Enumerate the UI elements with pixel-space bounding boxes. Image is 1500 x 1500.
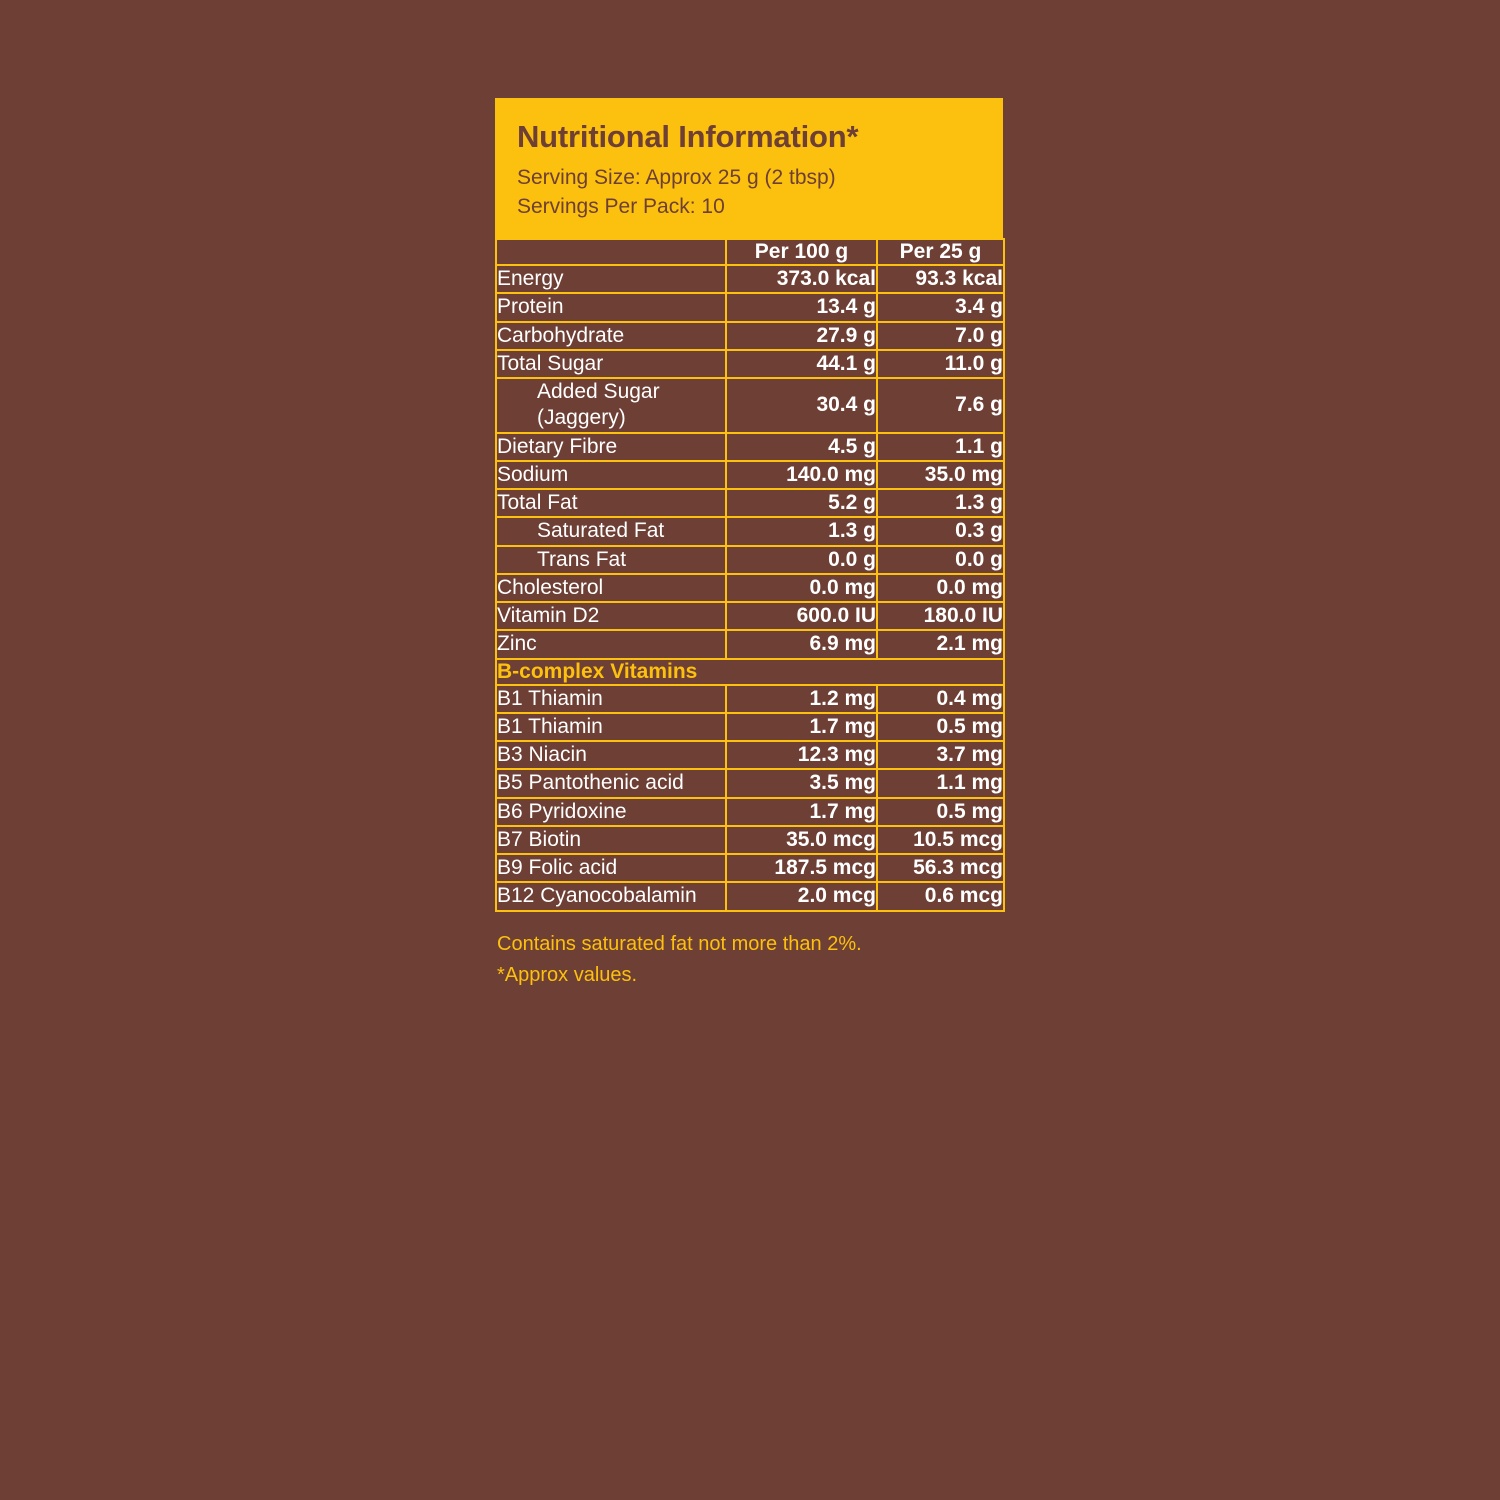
table-row — [496, 713, 1004, 741]
nutrition-table — [495, 238, 1005, 912]
nutrient-name-dietary-fibre: Dietary Fibre — [496, 433, 726, 461]
nutrient-name-zinc: Zinc — [496, 630, 726, 658]
value-per-25g: 0.0 mg — [877, 574, 1004, 602]
servings-per-pack-text: Servings Per Pack: 10 — [517, 195, 725, 219]
table-row — [496, 854, 1004, 882]
value-per-25g: 0.4 mg — [877, 685, 1004, 713]
value-per-25g: 0.3 g — [877, 517, 1004, 545]
value-per-100g: 30.4 g — [726, 378, 877, 433]
table-row — [496, 265, 1004, 293]
value-per-25g: 1.1 mg — [877, 769, 1004, 797]
nutrient-name-added-sugar-jaggery: Added Sugar (Jaggery) — [496, 378, 726, 433]
nutrient-name-b7-biotin: B7 Biotin — [496, 826, 726, 854]
value-per-25g: 56.3 mcg — [877, 854, 1004, 882]
value-per-100g: 0.0 mg — [726, 574, 877, 602]
table-row — [496, 433, 1004, 461]
nutrient-name-total-sugar: Total Sugar — [496, 350, 726, 378]
value-per-25g: 10.5 mcg — [877, 826, 1004, 854]
table-row — [496, 322, 1004, 350]
value-per-100g: 1.7 mg — [726, 798, 877, 826]
nutrient-name-b6-pyridoxine: B6 Pyridoxine — [496, 798, 726, 826]
value-per-25g: 0.5 mg — [877, 713, 1004, 741]
value-per-100g: 1.2 mg — [726, 685, 877, 713]
table-row — [496, 546, 1004, 574]
nutrient-name-carbohydrate: Carbohydrate — [496, 322, 726, 350]
table-row — [496, 769, 1004, 797]
table-row — [496, 574, 1004, 602]
table-row — [496, 630, 1004, 658]
section-header-row — [496, 659, 1004, 685]
value-per-100g: 4.5 g — [726, 433, 877, 461]
serving-size-text: Serving Size: Approx 25 g (2 tbsp) — [517, 166, 836, 190]
nutrition-header — [495, 98, 1003, 238]
table-row — [496, 685, 1004, 713]
nutrient-name-protein: Protein — [496, 293, 726, 321]
nutrient-name-b5-pantothenic-acid: B5 Pantothenic acid — [496, 769, 726, 797]
value-per-25g: 1.3 g — [877, 489, 1004, 517]
value-per-25g: 35.0 mg — [877, 461, 1004, 489]
nutrient-name-b3-niacin: B3 Niacin — [496, 741, 726, 769]
nutrient-name-total-fat: Total Fat — [496, 489, 726, 517]
table-row — [496, 798, 1004, 826]
value-per-100g: 44.1 g — [726, 350, 877, 378]
column-header-per-100g: Per 100 g — [726, 239, 877, 265]
value-per-25g: 7.0 g — [877, 322, 1004, 350]
table-row — [496, 602, 1004, 630]
value-per-25g: 0.5 mg — [877, 798, 1004, 826]
value-per-100g: 0.0 g — [726, 546, 877, 574]
table-row — [496, 461, 1004, 489]
value-per-100g: 27.9 g — [726, 322, 877, 350]
table-row — [496, 378, 1004, 433]
value-per-25g: 0.6 mcg — [877, 882, 1004, 910]
nutrient-name-saturated-fat: Saturated Fat — [496, 517, 726, 545]
table-row — [496, 350, 1004, 378]
nutrient-name-vitamin-d2: Vitamin D2 — [496, 602, 726, 630]
table-row — [496, 826, 1004, 854]
value-per-25g: 1.1 g — [877, 433, 1004, 461]
value-per-25g: 3.4 g — [877, 293, 1004, 321]
value-per-100g: 600.0 IU — [726, 602, 877, 630]
value-per-100g: 5.2 g — [726, 489, 877, 517]
value-per-100g: 140.0 mg — [726, 461, 877, 489]
value-per-25g: 11.0 g — [877, 350, 1004, 378]
value-per-100g: 373.0 kcal — [726, 265, 877, 293]
page-title: Nutritional Information* — [517, 119, 859, 154]
table-row — [496, 741, 1004, 769]
value-per-100g: 187.5 mcg — [726, 854, 877, 882]
value-per-25g: 2.1 mg — [877, 630, 1004, 658]
section-label-b-complex-vitamins: B-complex Vitamins — [496, 659, 1004, 685]
footnotes — [495, 929, 1003, 991]
value-per-100g: 3.5 mg — [726, 769, 877, 797]
value-per-25g: 93.3 kcal — [877, 265, 1004, 293]
nutrient-name-b1-thiamin: B1 Thiamin — [496, 685, 726, 713]
nutrient-name-trans-fat: Trans Fat — [496, 546, 726, 574]
nutrient-name-energy: Energy — [496, 265, 726, 293]
nutrient-name-cholesterol: Cholesterol — [496, 574, 726, 602]
value-per-25g: 3.7 mg — [877, 741, 1004, 769]
nutrient-name-sodium: Sodium — [496, 461, 726, 489]
table-row — [496, 489, 1004, 517]
table-row — [496, 517, 1004, 545]
table-corner-cell — [496, 239, 726, 265]
nutrient-name-b1-thiamin: B1 Thiamin — [496, 713, 726, 741]
column-header-per-25g: Per 25 g — [877, 239, 1004, 265]
footnote-approx-values: *Approx values. — [497, 963, 638, 986]
value-per-25g: 180.0 IU — [877, 602, 1004, 630]
value-per-100g: 13.4 g — [726, 293, 877, 321]
table-row — [496, 293, 1004, 321]
value-per-100g: 12.3 mg — [726, 741, 877, 769]
value-per-100g: 35.0 mcg — [726, 826, 877, 854]
nutrition-panel — [495, 98, 1003, 991]
value-per-25g: 7.6 g — [877, 378, 1004, 433]
nutrient-name-b9-folic-acid: B9 Folic acid — [496, 854, 726, 882]
footnote-saturated-fat: Contains saturated fat not more than 2%. — [497, 932, 862, 955]
nutrient-name-b12-cyanocobalamin: B12 Cyanocobalamin — [496, 882, 726, 910]
value-per-100g: 1.3 g — [726, 517, 877, 545]
table-header-row — [496, 239, 1004, 265]
value-per-25g: 0.0 g — [877, 546, 1004, 574]
table-row — [496, 882, 1004, 910]
value-per-100g: 2.0 mcg — [726, 882, 877, 910]
value-per-100g: 1.7 mg — [726, 713, 877, 741]
value-per-100g: 6.9 mg — [726, 630, 877, 658]
